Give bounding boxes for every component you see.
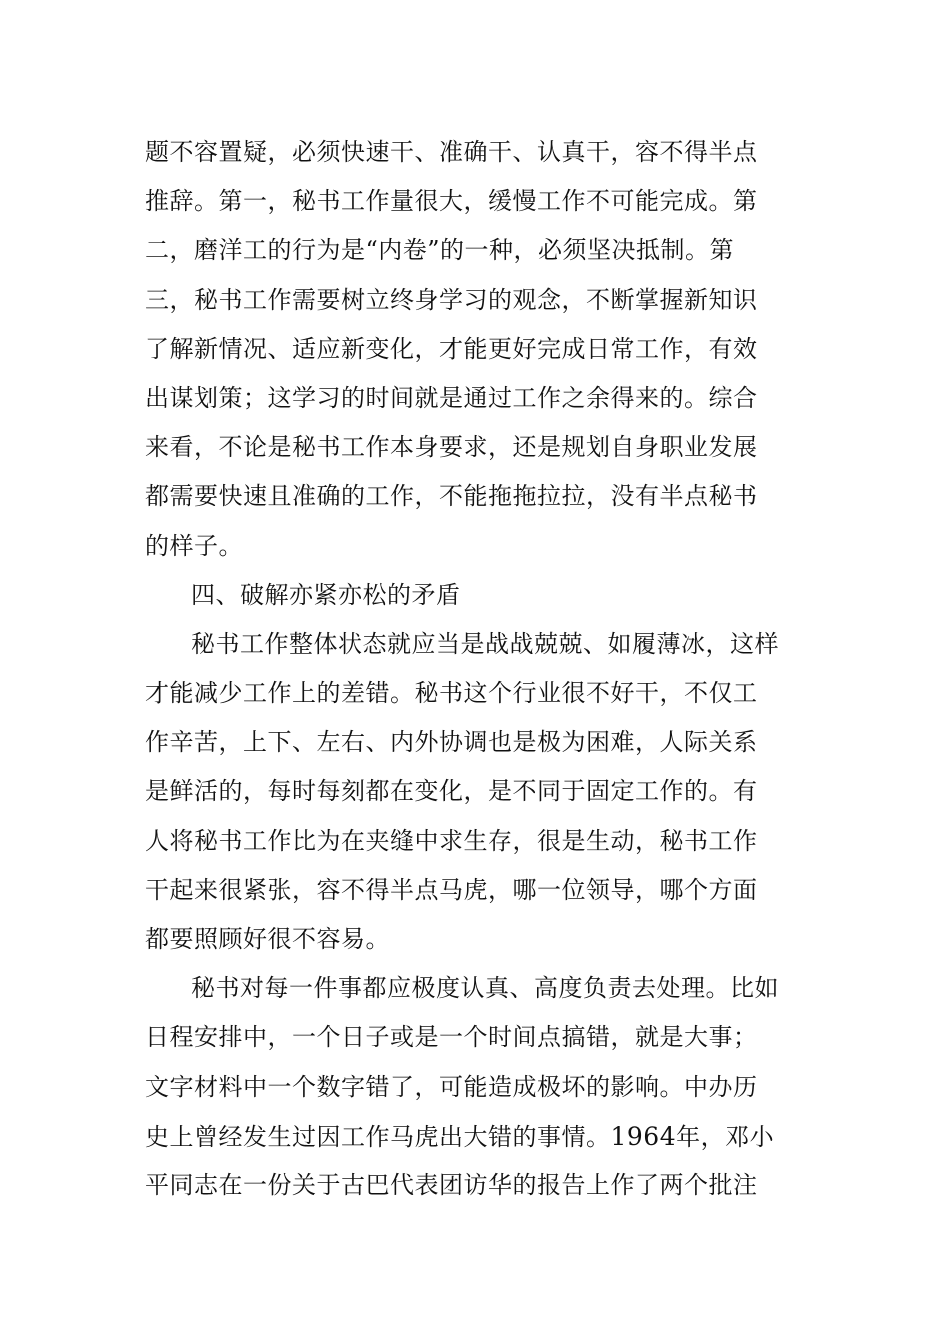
text-line: 三，秘书工作需要树立终身学习的观念，不断掌握新知识 xyxy=(145,285,758,314)
text-line: 平同志在一份关于古巴代表团访华的报告上作了两个批注 xyxy=(145,1170,758,1199)
text-line: 来看，不论是秘书工作本身要求，还是规划自身职业发展 xyxy=(145,433,758,462)
text-line: 才能减少工作上的差错。秘书这个行业很不好干，不仅工 xyxy=(145,679,758,708)
text-segment: 史上曾经发生过因工作马虎出大错的事情。 xyxy=(145,1122,611,1151)
text-line: 题不容置疑，必须快速干、准确干、认真干，容不得半点 xyxy=(145,138,758,166)
year-number: 1964 xyxy=(610,1121,677,1151)
text-line: 秘书工作整体状态就应当是战战兢兢、如履薄冰，这样 xyxy=(191,629,779,658)
text-line: 日程安排中，一个日子或是一个时间点搞错，就是大事； xyxy=(145,1023,758,1052)
text-line: 二，磨洋工的行为是“内卷”的一种，必须坚决抵制。第 xyxy=(145,236,735,265)
text-line: 干起来很紧张，容不得半点马虎，哪一位领导，哪个方面 xyxy=(145,875,758,904)
text-line: 秘书对每一件事都应极度认真、高度负责去处理。比如 xyxy=(191,974,779,1003)
text-line: 文字材料中一个数字错了，可能造成极坏的影响。中办历 xyxy=(145,1072,758,1101)
document-body xyxy=(145,128,809,1210)
text-line: 出谋划策；这学习的时间就是通过工作之余得来的。综合 xyxy=(145,383,758,412)
text-line: 都需要快速且准确的工作，不能拖拖拉拉，没有半点秘书 xyxy=(145,482,758,511)
text-line: 了解新情况、适应新变化，才能更好完成日常工作，有效 xyxy=(145,334,758,363)
paragraph-2 xyxy=(145,620,809,964)
text-line: 的样子。 xyxy=(145,531,243,560)
section-heading: 四、破解亦紧亦松的矛盾 xyxy=(191,580,461,609)
text-segment: 年，邓小 xyxy=(676,1122,775,1151)
text-line: 都要照顾好很不容易。 xyxy=(145,925,390,953)
paragraph-3 xyxy=(145,964,809,1210)
paragraph-1 xyxy=(145,128,809,571)
text-line: 人将秘书工作比为在夹缝中求生存，很是生动，秘书工作 xyxy=(145,826,758,855)
text-line: 推辞。第一，秘书工作量很大，缓慢工作不可能完成。第 xyxy=(145,187,758,216)
text-line: 作辛苦，上下、左右、内外协调也是极为困难，人际关系 xyxy=(145,728,758,757)
text-line: 是鲜活的，每时每刻都在变化，是不同于固定工作的。有 xyxy=(145,777,758,806)
text-line-with-year xyxy=(145,1112,809,1161)
